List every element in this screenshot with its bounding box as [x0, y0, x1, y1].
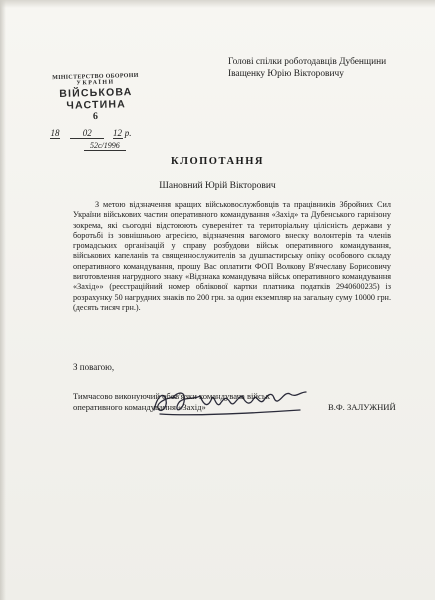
unit-stamp [35, 72, 156, 123]
outgoing-month: 02 [70, 128, 104, 139]
outgoing-year-suffix: р. [124, 128, 132, 138]
closing: З повагою, [73, 362, 115, 372]
addressee-name: Іващенку Юрію Вікторовичу [228, 69, 344, 79]
body-paragraph [73, 200, 391, 313]
signatory-block [73, 391, 403, 413]
scan-shadow-top [0, 0, 435, 8]
stamp-unit: ВІЙСЬКОВА ЧАСТИНА [59, 86, 133, 112]
stamp-country: УКРАЇНИ [76, 79, 115, 87]
stamp-number: 6 [92, 110, 101, 123]
addressee-block [228, 56, 386, 80]
stamp-ministry: МІНІСТЕРСТВО ОБОРОНИ [52, 72, 139, 82]
salutation: Шановний Юрій Вікторович [159, 181, 276, 191]
outgoing-number: 52с/1996 [84, 141, 126, 151]
outgoing-year: 12 [113, 128, 122, 138]
addressee-position: Голові спілки роботодавців Дубенщини [228, 57, 387, 67]
scan-shadow-left [0, 0, 6, 600]
document-title: КЛОПОТАННЯ [171, 156, 264, 167]
signatory-name: В.Ф. ЗАЛУЖНИЙ [328, 402, 396, 412]
signatory-position-line1: Тимчасово виконуючий обов'язки командувача військ [73, 391, 270, 401]
body-text: З метою відзначення кращих військовослужбовців та працівників Збройних Сил України військових частин оперативного командування «Захід» та Дубенського гарнізону зокрема, які сьогодні відстоюють суверенітет та територіальну цілісність держави у боротьбі із зовнішньою агресією, відзначення вагомого внеску волонтерів та членів громадських організацій у справу розбудови військ оперативного командування, військових капеланів та священнослужителів за душпастирську опіку особового складу оперативного командування, прошу Вас оплатити ФОП Волкову В'ячеславу Борисовичу виготовлення нагрудного знаку «Відзнака командувача військ оперативного командування «Захід»» (реєстраційний номер облікової картки платника податків 2940600235) із розрахунку 50 нагрудних знаків по 200 грн. за один екземпляр на загальну суму 10000 грн. (десять тисяч грн.). [73, 200, 391, 312]
outgoing-day: 18 [50, 128, 60, 138]
outgoing-date [50, 128, 132, 139]
signatory-position-line2: оперативного командування «Захід» [73, 402, 206, 412]
